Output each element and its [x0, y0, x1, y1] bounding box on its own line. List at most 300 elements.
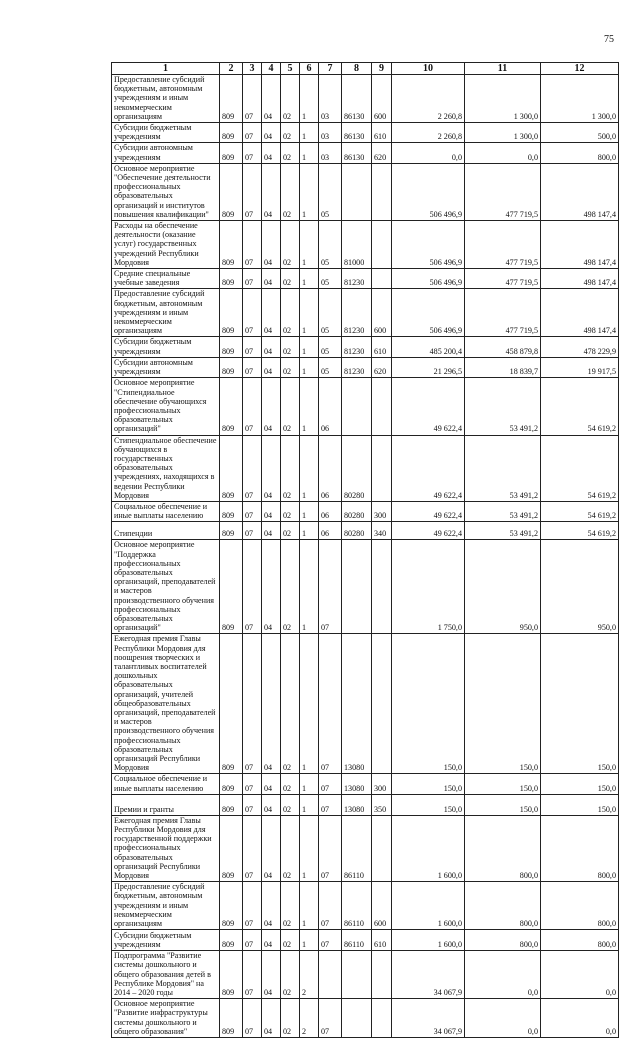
row-value-cell: 02 — [281, 999, 300, 1038]
row-value-cell: 809 — [220, 123, 243, 143]
row-value-cell: 07 — [243, 163, 262, 220]
row-value-cell: 07 — [243, 540, 262, 634]
row-value-cell: 1 — [300, 794, 319, 815]
row-value-cell: 07 — [319, 815, 342, 881]
table-row — [112, 634, 619, 774]
table-row — [112, 143, 619, 163]
row-value-cell: 81000 — [342, 221, 372, 269]
row-value-cell: 1 — [300, 75, 319, 123]
row-value-cell — [342, 163, 372, 220]
page-number: 75 — [604, 34, 614, 45]
row-value-cell: 809 — [220, 634, 243, 774]
row-value-cell: 21 296,5 — [392, 357, 465, 377]
row-value-cell: 07 — [319, 882, 342, 930]
row-value-cell: 54 619,2 — [541, 435, 619, 501]
row-value-cell: 620 — [372, 357, 392, 377]
row-value-cell: 1 — [300, 501, 319, 521]
row-value-cell: 07 — [243, 522, 262, 540]
row-value-cell: 02 — [281, 794, 300, 815]
row-value-cell: 1 — [300, 289, 319, 337]
row-value-cell — [372, 163, 392, 220]
row-value-cell: 07 — [243, 357, 262, 377]
row-value-cell: 600 — [372, 882, 392, 930]
row-value-cell: 07 — [243, 930, 262, 951]
row-value-cell: 13080 — [342, 634, 372, 774]
row-value-cell: 350 — [372, 794, 392, 815]
row-value-cell: 07 — [319, 634, 342, 774]
row-value-cell: 1 — [300, 221, 319, 269]
row-value-cell: 02 — [281, 930, 300, 951]
row-value-cell: 478 229,9 — [541, 337, 619, 357]
row-value-cell: 03 — [319, 143, 342, 163]
row-value-cell: 04 — [262, 794, 281, 815]
row-value-cell: 809 — [220, 269, 243, 289]
row-name-cell: Основное мероприятие "Развитие инфраструктуры системы дошкольного и общего образования" — [112, 999, 220, 1038]
row-value-cell: 809 — [220, 501, 243, 521]
row-value-cell: 53 491,2 — [465, 522, 541, 540]
row-value-cell: 07 — [243, 435, 262, 501]
row-name-cell: Стипендии — [112, 522, 220, 540]
row-value-cell: 1 — [300, 522, 319, 540]
row-value-cell: 809 — [220, 522, 243, 540]
row-value-cell: 809 — [220, 337, 243, 357]
row-value-cell: 1 — [300, 435, 319, 501]
header-cell: 2 — [220, 63, 243, 75]
row-value-cell: 49 622,4 — [392, 378, 465, 435]
row-value-cell: 02 — [281, 951, 300, 999]
row-value-cell: 0,0 — [465, 951, 541, 999]
header-cell: 6 — [300, 63, 319, 75]
row-value-cell: 0,0 — [465, 999, 541, 1038]
row-value-cell: 485 200,4 — [392, 337, 465, 357]
row-value-cell: 04 — [262, 815, 281, 881]
row-value-cell: 800,0 — [465, 882, 541, 930]
row-value-cell: 809 — [220, 75, 243, 123]
header-cell: 11 — [465, 63, 541, 75]
row-value-cell: 150,0 — [465, 794, 541, 815]
row-value-cell: 18 839,7 — [465, 357, 541, 377]
row-value-cell: 02 — [281, 357, 300, 377]
row-value-cell: 809 — [220, 357, 243, 377]
row-value-cell: 49 622,4 — [392, 522, 465, 540]
row-value-cell: 53 491,2 — [465, 501, 541, 521]
row-value-cell: 950,0 — [465, 540, 541, 634]
row-value-cell: 07 — [243, 951, 262, 999]
row-value-cell: 05 — [319, 221, 342, 269]
row-value-cell: 1 — [300, 634, 319, 774]
row-value-cell — [372, 815, 392, 881]
row-value-cell: 1 300,0 — [541, 75, 619, 123]
row-value-cell: 809 — [220, 951, 243, 999]
table-row — [112, 163, 619, 220]
row-name-cell: Социальное обеспечение и иные выплаты населению — [112, 501, 220, 521]
row-value-cell: 02 — [281, 540, 300, 634]
row-value-cell: 07 — [243, 501, 262, 521]
table-row — [112, 882, 619, 930]
row-value-cell: 05 — [319, 289, 342, 337]
row-value-cell: 340 — [372, 522, 392, 540]
row-value-cell: 1 600,0 — [392, 815, 465, 881]
row-value-cell: 07 — [243, 815, 262, 881]
row-value-cell — [372, 435, 392, 501]
row-value-cell — [342, 540, 372, 634]
row-value-cell — [372, 999, 392, 1038]
row-value-cell: 809 — [220, 930, 243, 951]
row-value-cell: 81230 — [342, 337, 372, 357]
row-value-cell: 800,0 — [541, 930, 619, 951]
row-value-cell: 86130 — [342, 123, 372, 143]
row-name-cell: Средние специальные учебные заведения — [112, 269, 220, 289]
row-value-cell: 34 067,9 — [392, 999, 465, 1038]
row-value-cell: 02 — [281, 774, 300, 794]
row-name-cell: Ежегодная премия Главы Республики Мордовия для государственной поддержки профессиональных образовательных организаций Республики Мордовия — [112, 815, 220, 881]
row-value-cell: 610 — [372, 930, 392, 951]
row-value-cell: 150,0 — [392, 774, 465, 794]
row-value-cell: 809 — [220, 289, 243, 337]
row-name-cell: Субсидии бюджетным учреждениям — [112, 930, 220, 951]
row-value-cell: 1 — [300, 357, 319, 377]
row-value-cell: 150,0 — [465, 634, 541, 774]
row-value-cell: 950,0 — [541, 540, 619, 634]
row-value-cell — [342, 951, 372, 999]
row-value-cell: 809 — [220, 163, 243, 220]
row-value-cell: 1 600,0 — [392, 882, 465, 930]
row-value-cell: 1 — [300, 123, 319, 143]
header-cell: 10 — [392, 63, 465, 75]
row-value-cell: 800,0 — [541, 815, 619, 881]
table-row — [112, 337, 619, 357]
row-value-cell: 07 — [243, 221, 262, 269]
row-value-cell: 04 — [262, 774, 281, 794]
table-row — [112, 930, 619, 951]
table-row — [112, 501, 619, 521]
row-value-cell: 0,0 — [392, 143, 465, 163]
row-value-cell: 2 — [300, 951, 319, 999]
row-value-cell: 19 917,5 — [541, 357, 619, 377]
row-value-cell: 04 — [262, 501, 281, 521]
row-value-cell: 80280 — [342, 501, 372, 521]
row-value-cell: 07 — [319, 794, 342, 815]
row-value-cell: 1 300,0 — [465, 75, 541, 123]
row-value-cell: 04 — [262, 951, 281, 999]
row-value-cell: 1 — [300, 163, 319, 220]
row-value-cell: 1 — [300, 378, 319, 435]
row-value-cell: 86110 — [342, 882, 372, 930]
row-value-cell: 04 — [262, 435, 281, 501]
row-value-cell: 04 — [262, 123, 281, 143]
row-value-cell: 02 — [281, 269, 300, 289]
row-value-cell: 07 — [243, 289, 262, 337]
row-value-cell: 1 — [300, 774, 319, 794]
row-value-cell: 506 496,9 — [392, 221, 465, 269]
row-value-cell: 458 879,8 — [465, 337, 541, 357]
row-name-cell: Подпрограмма "Развитие системы дошкольного и общего образования детей в Республике Мордовия" на 2014 – 2020 годы — [112, 951, 220, 999]
row-value-cell: 0,0 — [465, 143, 541, 163]
row-value-cell: 498 147,4 — [541, 163, 619, 220]
header-cell: 9 — [372, 63, 392, 75]
row-name-cell: Предоставление субсидий бюджетным, автономным учреждениям и иным некоммерческим организациям — [112, 75, 220, 123]
row-value-cell: 04 — [262, 930, 281, 951]
row-value-cell: 1 — [300, 882, 319, 930]
row-value-cell: 02 — [281, 221, 300, 269]
row-name-cell: Стипендиальное обеспечение обучающихся в государственных образовательных учреждениях, находящихся в ведении Республики Мордовия — [112, 435, 220, 501]
row-value-cell: 506 496,9 — [392, 269, 465, 289]
row-name-cell: Ежегодная премия Главы Республики Мордовия для поощрения творческих и талантливых воспитателей дошкольных образовательных организаций, учителей общеобразовательных организаций, преподавателей и мастеров производственного обучения профессиональных образовательных организаций Республики Мордовия — [112, 634, 220, 774]
row-value-cell: 04 — [262, 337, 281, 357]
row-value-cell: 610 — [372, 337, 392, 357]
row-value-cell: 02 — [281, 337, 300, 357]
row-value-cell: 04 — [262, 143, 281, 163]
row-value-cell — [372, 634, 392, 774]
row-value-cell: 03 — [319, 123, 342, 143]
row-value-cell: 07 — [319, 774, 342, 794]
row-value-cell: 477 719,5 — [465, 269, 541, 289]
row-value-cell: 809 — [220, 221, 243, 269]
table-row — [112, 221, 619, 269]
row-value-cell: 809 — [220, 794, 243, 815]
row-value-cell: 498 147,4 — [541, 289, 619, 337]
table-row — [112, 269, 619, 289]
row-value-cell: 07 — [319, 999, 342, 1038]
header-cell: 1 — [112, 63, 220, 75]
header-cell: 12 — [541, 63, 619, 75]
row-value-cell — [372, 221, 392, 269]
table-row — [112, 540, 619, 634]
row-value-cell: 150,0 — [541, 774, 619, 794]
row-value-cell: 07 — [243, 123, 262, 143]
row-value-cell: 07 — [319, 930, 342, 951]
row-value-cell: 13080 — [342, 774, 372, 794]
row-value-cell: 150,0 — [465, 774, 541, 794]
row-value-cell: 477 719,5 — [465, 289, 541, 337]
row-value-cell: 03 — [319, 75, 342, 123]
row-value-cell: 80280 — [342, 522, 372, 540]
row-value-cell: 81230 — [342, 357, 372, 377]
row-value-cell: 06 — [319, 378, 342, 435]
row-name-cell: Основное мероприятие "Стипендиальное обеспечение обучающихся профессиональных образовательных организаций" — [112, 378, 220, 435]
row-value-cell: 04 — [262, 357, 281, 377]
row-value-cell: 809 — [220, 882, 243, 930]
row-value-cell — [319, 951, 342, 999]
header-cell: 7 — [319, 63, 342, 75]
row-value-cell: 2 260,8 — [392, 123, 465, 143]
row-value-cell: 150,0 — [392, 794, 465, 815]
row-value-cell: 800,0 — [541, 882, 619, 930]
row-value-cell: 498 147,4 — [541, 221, 619, 269]
row-value-cell: 49 622,4 — [392, 435, 465, 501]
row-value-cell: 86130 — [342, 75, 372, 123]
row-value-cell: 150,0 — [541, 794, 619, 815]
row-value-cell: 0,0 — [541, 999, 619, 1038]
row-value-cell: 05 — [319, 337, 342, 357]
row-value-cell: 02 — [281, 143, 300, 163]
table-row — [112, 794, 619, 815]
row-value-cell: 07 — [243, 882, 262, 930]
row-value-cell: 1 — [300, 269, 319, 289]
table-row — [112, 75, 619, 123]
row-value-cell: 80280 — [342, 435, 372, 501]
row-value-cell: 07 — [243, 75, 262, 123]
row-name-cell: Основное мероприятие "Поддержка профессиональных образовательных организаций, преподавателей и мастеров производственного обучения профессиональных образовательных организаций" — [112, 540, 220, 634]
row-value-cell: 02 — [281, 163, 300, 220]
row-value-cell: 05 — [319, 357, 342, 377]
row-value-cell: 809 — [220, 999, 243, 1038]
row-value-cell: 0,0 — [541, 951, 619, 999]
row-value-cell: 620 — [372, 143, 392, 163]
row-value-cell: 07 — [319, 540, 342, 634]
table-row — [112, 522, 619, 540]
row-value-cell: 05 — [319, 269, 342, 289]
row-name-cell: Субсидии бюджетным учреждениям — [112, 123, 220, 143]
row-value-cell: 610 — [372, 123, 392, 143]
row-value-cell: 54 619,2 — [541, 378, 619, 435]
header-cell: 3 — [243, 63, 262, 75]
row-value-cell: 07 — [243, 269, 262, 289]
row-value-cell: 06 — [319, 522, 342, 540]
row-value-cell: 54 619,2 — [541, 522, 619, 540]
row-name-cell: Субсидии автономным учреждениям — [112, 143, 220, 163]
row-value-cell: 600 — [372, 75, 392, 123]
row-value-cell: 05 — [319, 163, 342, 220]
table-row — [112, 815, 619, 881]
table-row — [112, 123, 619, 143]
row-value-cell — [372, 540, 392, 634]
row-value-cell: 04 — [262, 882, 281, 930]
row-value-cell: 04 — [262, 540, 281, 634]
row-value-cell: 02 — [281, 75, 300, 123]
row-value-cell — [342, 999, 372, 1038]
row-value-cell: 1 750,0 — [392, 540, 465, 634]
row-value-cell: 02 — [281, 378, 300, 435]
row-value-cell: 06 — [319, 501, 342, 521]
row-value-cell: 1 600,0 — [392, 930, 465, 951]
row-value-cell: 300 — [372, 774, 392, 794]
row-value-cell: 477 719,5 — [465, 163, 541, 220]
row-value-cell: 809 — [220, 540, 243, 634]
row-value-cell: 04 — [262, 999, 281, 1038]
row-value-cell: 86110 — [342, 815, 372, 881]
row-value-cell: 02 — [281, 634, 300, 774]
row-value-cell — [342, 378, 372, 435]
row-value-cell: 07 — [243, 337, 262, 357]
row-name-cell: Предоставление субсидий бюджетным, автономным учреждениям и иным некоммерческим организациям — [112, 289, 220, 337]
row-value-cell: 02 — [281, 522, 300, 540]
row-value-cell: 809 — [220, 815, 243, 881]
row-value-cell: 1 — [300, 815, 319, 881]
row-value-cell: 2 260,8 — [392, 75, 465, 123]
row-value-cell: 53 491,2 — [465, 378, 541, 435]
row-value-cell: 500,0 — [541, 123, 619, 143]
row-value-cell: 04 — [262, 634, 281, 774]
table-row — [112, 774, 619, 794]
row-value-cell: 1 300,0 — [465, 123, 541, 143]
row-value-cell: 07 — [243, 794, 262, 815]
header-cell: 4 — [262, 63, 281, 75]
row-value-cell: 49 622,4 — [392, 501, 465, 521]
row-value-cell: 13080 — [342, 794, 372, 815]
row-value-cell: 477 719,5 — [465, 221, 541, 269]
budget-table — [111, 62, 619, 1038]
row-value-cell: 04 — [262, 269, 281, 289]
row-value-cell: 07 — [243, 774, 262, 794]
row-value-cell: 04 — [262, 221, 281, 269]
row-value-cell: 06 — [319, 435, 342, 501]
row-name-cell: Основное мероприятие "Обеспечение деятельности профессиональных образовательных организаций и институтов повышения квалификации" — [112, 163, 220, 220]
row-value-cell: 02 — [281, 815, 300, 881]
row-value-cell: 02 — [281, 123, 300, 143]
row-value-cell: 150,0 — [541, 634, 619, 774]
row-value-cell: 1 — [300, 337, 319, 357]
row-value-cell: 04 — [262, 378, 281, 435]
row-value-cell: 02 — [281, 289, 300, 337]
row-value-cell: 81230 — [342, 289, 372, 337]
row-value-cell: 300 — [372, 501, 392, 521]
row-value-cell: 506 496,9 — [392, 163, 465, 220]
row-value-cell: 150,0 — [392, 634, 465, 774]
row-value-cell: 02 — [281, 435, 300, 501]
table-row — [112, 357, 619, 377]
row-name-cell: Расходы на обеспечение деятельности (оказание услуг) государственных учреждений Республики Мордовия — [112, 221, 220, 269]
row-value-cell: 07 — [243, 143, 262, 163]
row-value-cell: 1 — [300, 930, 319, 951]
header-cell: 5 — [281, 63, 300, 75]
header-cell: 8 — [342, 63, 372, 75]
row-value-cell — [372, 378, 392, 435]
row-value-cell: 07 — [243, 999, 262, 1038]
row-value-cell: 81230 — [342, 269, 372, 289]
row-value-cell: 809 — [220, 774, 243, 794]
row-value-cell: 86130 — [342, 143, 372, 163]
row-name-cell: Субсидии бюджетным учреждениям — [112, 337, 220, 357]
row-value-cell: 1 — [300, 540, 319, 634]
row-value-cell: 04 — [262, 75, 281, 123]
row-value-cell: 800,0 — [465, 815, 541, 881]
table-header-row — [112, 63, 619, 75]
row-value-cell: 86110 — [342, 930, 372, 951]
row-value-cell: 04 — [262, 522, 281, 540]
row-name-cell: Премии и гранты — [112, 794, 220, 815]
row-value-cell: 800,0 — [541, 143, 619, 163]
row-value-cell — [372, 951, 392, 999]
table-row — [112, 378, 619, 435]
row-value-cell: 498 147,4 — [541, 269, 619, 289]
table-row — [112, 951, 619, 999]
row-name-cell: Социальное обеспечение и иные выплаты населению — [112, 774, 220, 794]
row-value-cell: 600 — [372, 289, 392, 337]
table-row — [112, 289, 619, 337]
row-value-cell: 800,0 — [465, 930, 541, 951]
row-value-cell: 809 — [220, 143, 243, 163]
row-value-cell: 02 — [281, 501, 300, 521]
row-value-cell: 2 — [300, 999, 319, 1038]
table-row — [112, 999, 619, 1038]
row-value-cell: 07 — [243, 378, 262, 435]
row-value-cell: 04 — [262, 289, 281, 337]
table-row — [112, 435, 619, 501]
row-value-cell: 809 — [220, 435, 243, 501]
row-value-cell: 1 — [300, 143, 319, 163]
row-value-cell: 04 — [262, 163, 281, 220]
row-value-cell: 07 — [243, 634, 262, 774]
row-value-cell — [372, 269, 392, 289]
row-value-cell: 02 — [281, 882, 300, 930]
row-value-cell: 54 619,2 — [541, 501, 619, 521]
row-value-cell: 53 491,2 — [465, 435, 541, 501]
row-value-cell: 809 — [220, 378, 243, 435]
row-value-cell: 34 067,9 — [392, 951, 465, 999]
row-name-cell: Предоставление субсидий бюджетным, автономным учреждениям и иным некоммерческим организациям — [112, 882, 220, 930]
row-name-cell: Субсидии автономным учреждениям — [112, 357, 220, 377]
